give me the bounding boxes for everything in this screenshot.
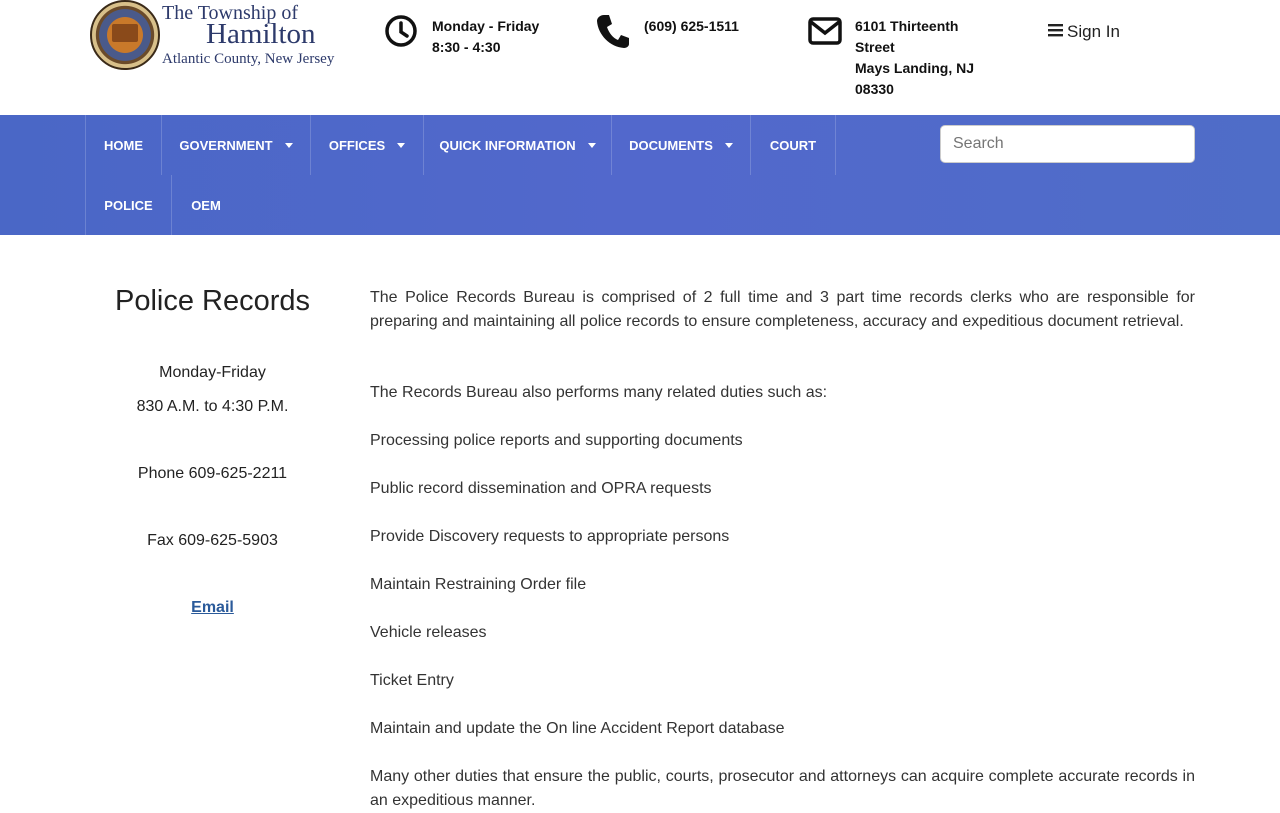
address-line-3: Mays Landing, NJ bbox=[855, 60, 975, 76]
duties-intro: The Records Bureau also performs many related duties such as: bbox=[370, 384, 828, 401]
logo-line-2: Hamilton bbox=[206, 18, 316, 50]
township-logo[interactable] bbox=[90, 0, 350, 72]
sign-in-button[interactable] bbox=[1048, 22, 1120, 42]
nav-police-label: POLICE bbox=[104, 197, 153, 213]
hours-days: Monday - Friday bbox=[432, 18, 540, 34]
phone-icon bbox=[596, 13, 630, 54]
site-header bbox=[0, 0, 1280, 115]
chevron-down-icon bbox=[397, 143, 405, 148]
phone-number[interactable]: (609) 625-1511 bbox=[644, 18, 739, 34]
envelope-icon bbox=[808, 17, 842, 50]
duty-item: Processing police reports and supporting documents bbox=[370, 432, 743, 449]
search-input[interactable] bbox=[940, 125, 1195, 163]
duty-item: Ticket Entry bbox=[370, 672, 454, 689]
office-hours bbox=[432, 16, 539, 58]
nav-government[interactable] bbox=[162, 115, 311, 175]
clock-icon bbox=[384, 14, 418, 53]
duty-item: Public record dissemination and OPRA requests bbox=[370, 480, 712, 497]
duty-item: Maintain Restraining Order file bbox=[370, 576, 587, 593]
nav-home[interactable] bbox=[85, 115, 162, 175]
chevron-down-icon bbox=[588, 143, 596, 148]
logo-line-3: Atlantic County, New Jersey bbox=[162, 51, 335, 67]
nav-court-label: COURT bbox=[769, 137, 817, 153]
chevron-down-icon bbox=[725, 143, 733, 148]
nav-documents-label: DOCUMENTS bbox=[629, 137, 713, 153]
nav-offices[interactable] bbox=[311, 115, 424, 175]
duty-item: Maintain and update the On line Accident Report database bbox=[370, 720, 785, 737]
menu-icon bbox=[1048, 22, 1063, 42]
nav-police[interactable] bbox=[85, 175, 172, 235]
sidebar-hours: 830 A.M. to 4:30 P.M. bbox=[136, 398, 289, 415]
nav-oem[interactable] bbox=[172, 175, 240, 235]
nav-oem-label: OEM bbox=[191, 197, 221, 213]
duty-item: Vehicle releases bbox=[370, 624, 487, 641]
nav-home-label: HOME bbox=[104, 137, 143, 153]
sidebar-phone: Phone 609-625-2211 bbox=[137, 465, 288, 482]
address-line-1: 6101 Thirteenth bbox=[855, 18, 959, 34]
nav-offices-label: OFFICES bbox=[328, 137, 386, 153]
duty-item: Many other duties that ensure the public, courts, prosecutor and attorneys can acquire complete accurate records in an expeditious manner. bbox=[370, 768, 1195, 809]
nav-quick-information[interactable] bbox=[424, 115, 612, 175]
sidebar-fax: Fax 609-625-5903 bbox=[147, 532, 278, 549]
address-line-2: Street bbox=[855, 39, 895, 55]
page-title: Police Records bbox=[114, 285, 311, 317]
sign-in-label: Sign In bbox=[1067, 22, 1120, 41]
nav-government-label: GOVERNMENT bbox=[179, 137, 273, 153]
township-seal bbox=[90, 0, 160, 70]
email-link[interactable]: Email bbox=[191, 599, 234, 616]
chevron-down-icon bbox=[285, 143, 293, 148]
address bbox=[855, 16, 974, 100]
sidebar-days: Monday-Friday bbox=[159, 364, 266, 381]
hours-times: 8:30 - 4:30 bbox=[432, 39, 501, 55]
main-nav bbox=[0, 115, 1280, 235]
nav-documents[interactable] bbox=[612, 115, 751, 175]
duty-item: Provide Discovery requests to appropriate persons bbox=[370, 528, 730, 545]
email-link-wrap bbox=[100, 599, 325, 617]
nav-court[interactable] bbox=[751, 115, 836, 175]
address-line-4: 08330 bbox=[855, 81, 894, 97]
nav-quick-information-label: QUICK INFORMATION bbox=[439, 137, 576, 153]
logo-line-1: The Township of bbox=[162, 2, 298, 24]
intro-paragraph: The Police Records Bureau is comprised of 2 full time and 3 part time records clerks who are responsible for preparing and maintaining all police records to ensure completeness, accuracy and expeditious document retrieval. bbox=[370, 289, 1195, 330]
